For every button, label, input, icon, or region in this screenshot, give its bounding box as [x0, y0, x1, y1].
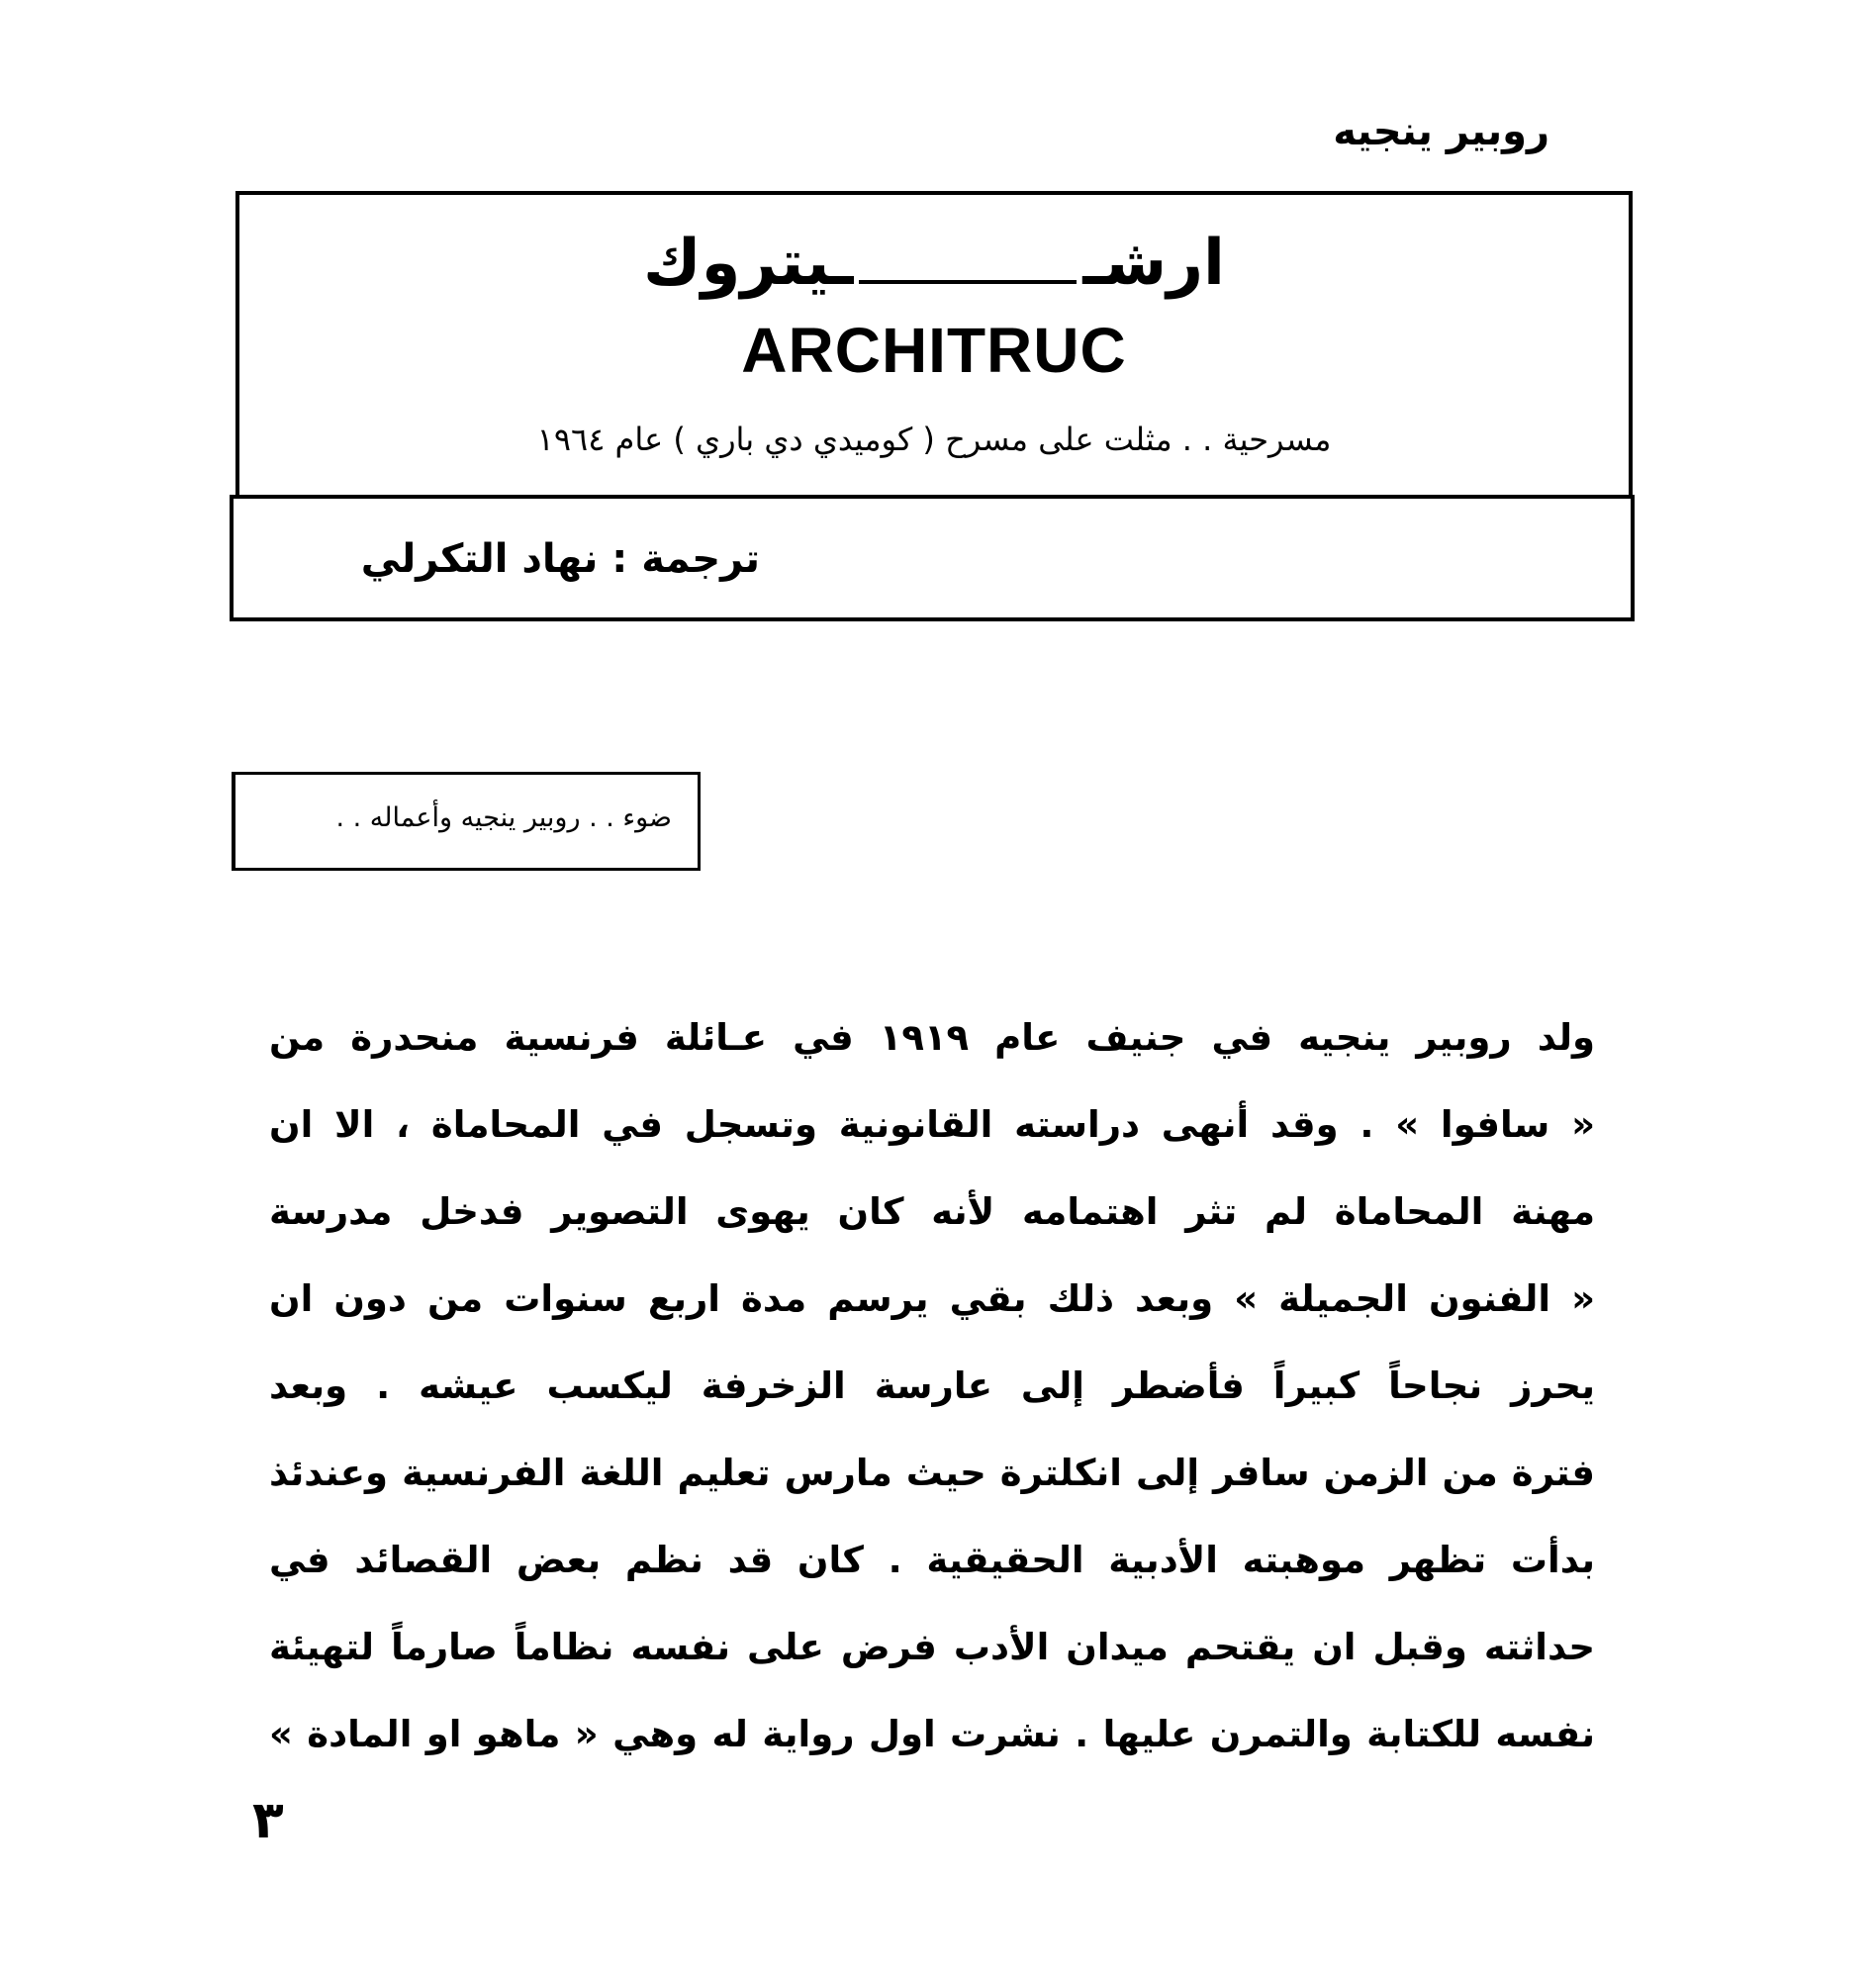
body-line: « الفنون الجميلة » وبعد ذلك بقي يرسم مدة اربع سنوات من دون ان [269, 1277, 1595, 1320]
title-kashida-line [859, 223, 1077, 284]
body-line: ولد روبير ينجيه في جنيف عام ١٩١٩ في عـائلة فرنسية منحدرة من [269, 1016, 1595, 1059]
body-line: مهنة المحاماة لم تثر اهتمامه لأنه كان يهوى التصوير فدخل مدرسة [269, 1190, 1595, 1233]
body-line: نفسه للكتابة والتمرن عليها . نشرت اول رواية له وهي « ماهو او المادة » [269, 1713, 1595, 1755]
play-subtitle: مسرحية . . مثلت على مسرح ( كوميدي دي باري ) عام ١٩٦٤ [536, 421, 1332, 458]
title-arabic-part2: ـيتروك [643, 227, 854, 300]
body-line: يحرز نجاحاً كبيراً فأضطر إلى عارسة الزخرفة ليكسب عيشه . وبعد [269, 1364, 1595, 1407]
body-line: حداثته وقبل ان يقتحم ميدان الأدب فرض على نفسه نظاماً صارماً لتهيئة [269, 1626, 1595, 1668]
section-heading-box [232, 772, 701, 871]
translator-credit: ترجمة : نهاد التكرلي [360, 536, 760, 582]
page-number: ٣ [252, 1791, 284, 1850]
title-box [235, 191, 1633, 496]
translator-box [230, 495, 1635, 621]
play-title-latin: ARCHITRUC [741, 315, 1127, 386]
section-heading: ضوء . . روبير ينجيه وأعماله . . [335, 802, 672, 833]
author-name: روبير ينجيه [1333, 109, 1549, 154]
body-line: فترة من الزمن سافر إلى انكلترة حيث مارس تعليم اللغة الفرنسية وعندئذ [269, 1452, 1595, 1494]
body-text [269, 994, 1595, 1778]
body-line: « سافوا » . وقد أنهى دراسته القانونية وتسجل في المحاماة ، الا ان [269, 1103, 1595, 1146]
play-title-arabic [239, 223, 1629, 300]
title-arabic-part1: ارشـ [1082, 227, 1225, 300]
body-line: بدأت تظهر موهبته الأدبية الحقيقية . كان قد نظم بعض القصائد في [269, 1539, 1595, 1581]
